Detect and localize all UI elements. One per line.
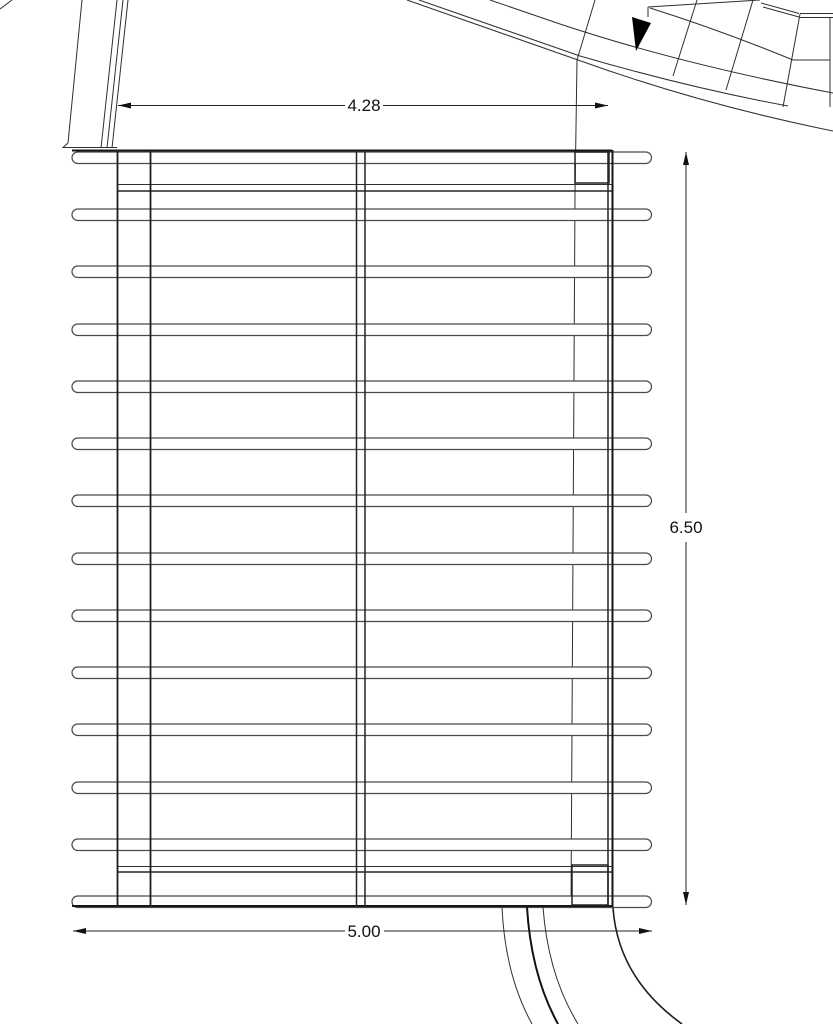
- dim-arrow-left-icon: [118, 103, 131, 109]
- deck-plan: [72, 150, 652, 908]
- dimension-label-top: 4.28: [347, 96, 381, 115]
- dimension-bottom-width: [73, 922, 652, 941]
- wall-edge-lines: [0, 0, 128, 148]
- path-curves: [502, 907, 682, 1024]
- stair-structure: [632, 0, 833, 107]
- boundary-line: [571, 0, 595, 906]
- upper-edge-band: [407, 0, 833, 906]
- dim-arrow-up-icon: [683, 152, 689, 165]
- dimension-top-width: [118, 96, 608, 115]
- dim-arrow-right-icon: [595, 103, 608, 109]
- stair-direction-arrow-icon: [632, 17, 651, 51]
- dim-arrow-left-icon: [73, 928, 86, 934]
- dimension-label-bottom: 5.00: [347, 922, 381, 941]
- dim-arrow-down-icon: [683, 892, 689, 905]
- deck-boards: [72, 152, 652, 908]
- dim-arrow-right-icon: [639, 928, 652, 934]
- dimension-label-right: 6.50: [669, 518, 703, 537]
- dimension-right-height: [669, 152, 702, 905]
